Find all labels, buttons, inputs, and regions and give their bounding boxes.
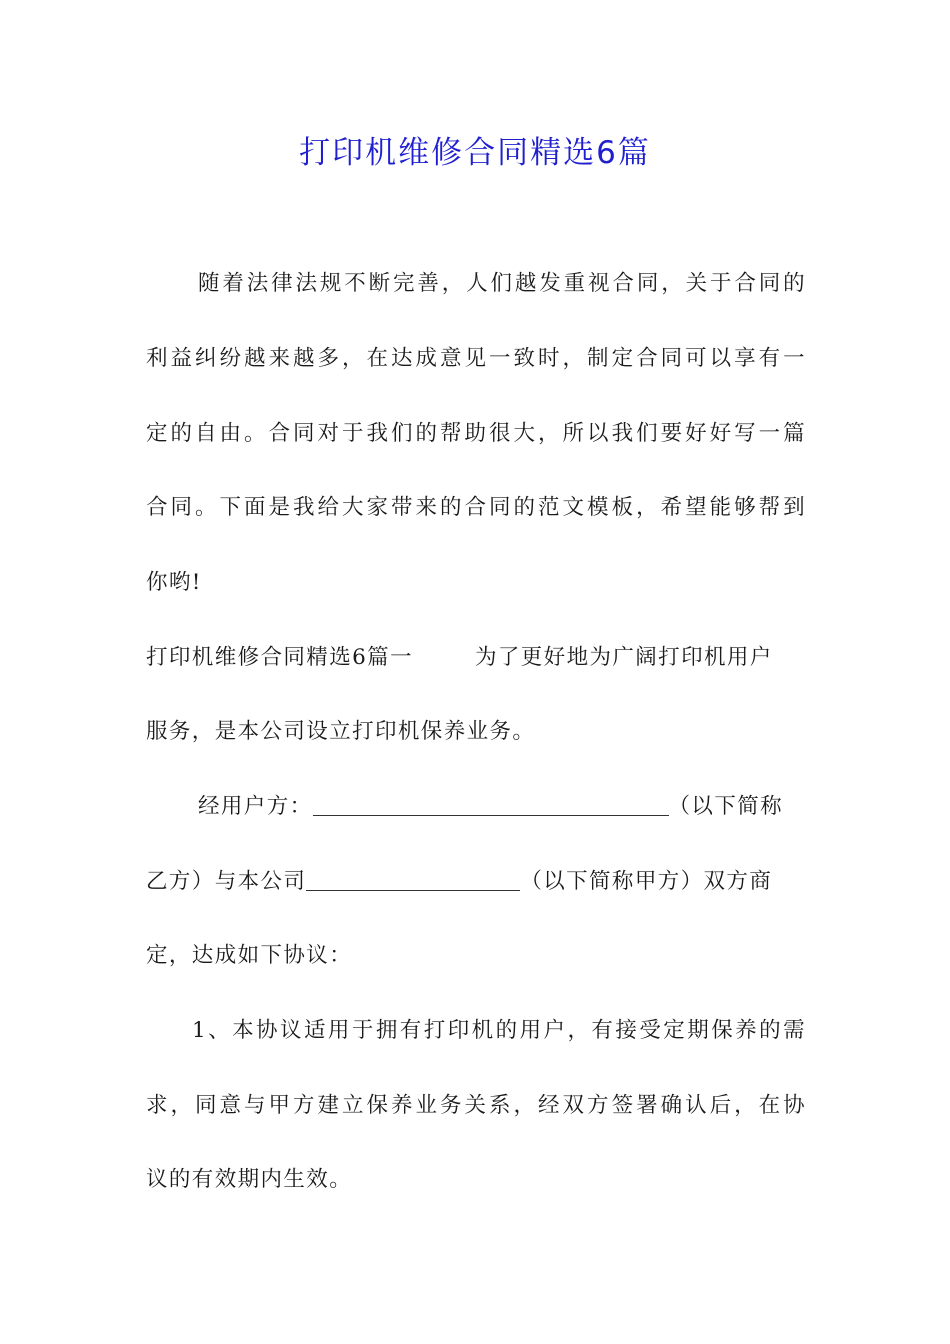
user-party-blank[interactable] xyxy=(313,787,669,816)
intro-line-3: 定的自由。合同对于我们的帮助很大，所以我们要好好写一篇 xyxy=(146,421,806,446)
section-heading-line xyxy=(146,638,806,678)
intro-line-2: 利益纠纷越来越多，在达成意见一致时，制定合同可以享有一 xyxy=(146,346,806,371)
user-party-line xyxy=(198,787,808,827)
section-intro-text: 为了更好地为广阔打印机用户 xyxy=(474,645,773,670)
company-party-blank[interactable] xyxy=(306,862,520,891)
company-party-line xyxy=(146,862,808,902)
section-heading: 打印机维修合同精选6篇一 xyxy=(146,645,413,670)
intro-line-4: 合同。下面是我给大家带来的合同的范文模板，希望能够帮到 xyxy=(146,495,806,520)
user-party-suffix: （以下简称 xyxy=(668,794,784,819)
intro-line-1: 随着法律法规不断完善，人们越发重视合同，关于合同的 xyxy=(198,271,806,296)
clause-1-line-1: 1、本协议适用于拥有打印机的用户，有接受定期保养的需 xyxy=(192,1018,806,1043)
clause-1-line-2: 求，同意与甲方建立保养业务关系，经双方签署确认后，在协 xyxy=(146,1093,806,1118)
company-party-suffix: （以下简称甲方）双方商 xyxy=(520,869,773,894)
intro-line-5: 你哟! xyxy=(146,570,202,595)
agreement-intro-line: 定，达成如下协议： xyxy=(146,943,353,968)
section-intro-line-2: 服务，是本公司设立打印机保养业务。 xyxy=(146,719,536,744)
company-party-prefix: 乙方）与本公司 xyxy=(146,869,307,894)
document-title: 打印机维修合同精选6篇 xyxy=(299,135,651,171)
user-party-label: 经用户方： xyxy=(198,794,313,819)
clause-1-line-3: 议的有效期内生效。 xyxy=(146,1167,353,1192)
